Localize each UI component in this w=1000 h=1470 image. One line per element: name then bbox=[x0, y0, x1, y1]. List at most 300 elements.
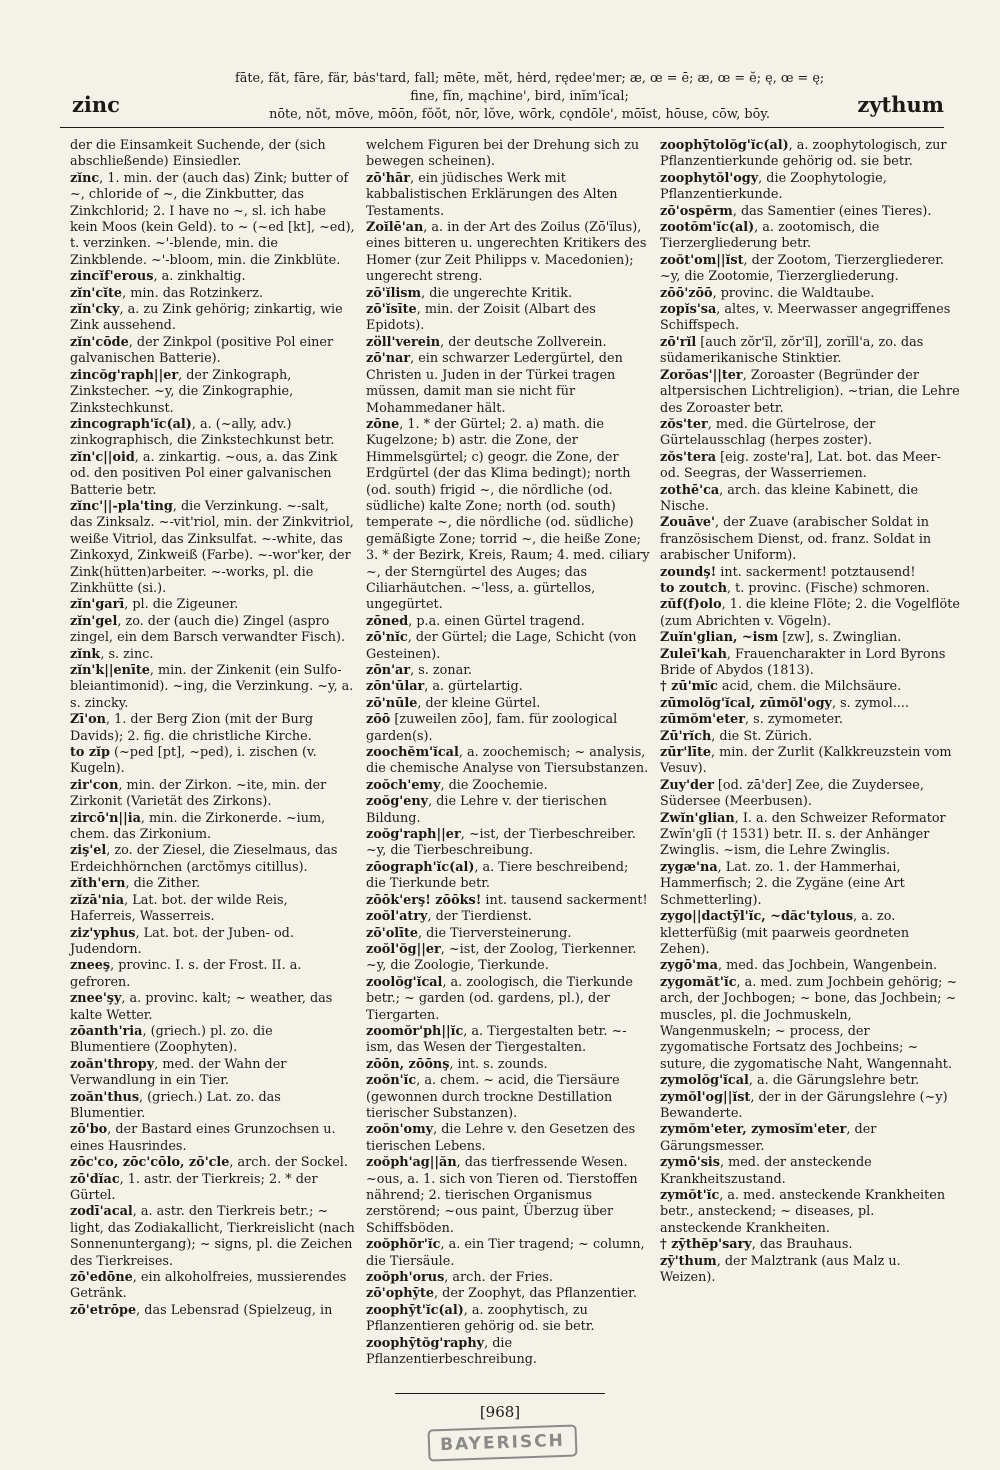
dictionary-entry bbox=[366, 893, 651, 909]
entry-definition: , der in der Gärungslehre (~y) Bewanderte. bbox=[660, 1089, 948, 1121]
entry-definition: , a. zo. kletterfüßig (mit paarweis geordneten Zehen). bbox=[660, 909, 910, 957]
entry-definition: [zw], s. Zwinglian. bbox=[778, 630, 902, 646]
dictionary-entry bbox=[660, 253, 960, 286]
entry-definition: , a. zinkartig. ~ous, a. das Zink od. den positiven Pol einer galvanischen Batterie betr. bbox=[70, 449, 338, 498]
dictionary-entry bbox=[660, 811, 960, 860]
headword: zincograph'ĭc(al) bbox=[70, 416, 192, 432]
entry-definition: , min. der Zirkon. ~ite, min. der Zirkonit (Varietät des Zirkons). bbox=[70, 777, 327, 810]
dictionary-entry bbox=[660, 958, 960, 974]
dictionary-entry bbox=[366, 335, 651, 351]
headword: ziş'el bbox=[70, 843, 107, 859]
dictionary-entry bbox=[660, 302, 960, 335]
dictionary-entry bbox=[366, 1237, 651, 1270]
entry-definition: , (griech.) Lat. zo. das Blumentier. bbox=[70, 1089, 281, 1121]
dictionary-entry bbox=[366, 1303, 651, 1336]
dictionary-entry bbox=[660, 597, 960, 630]
dictionary-entry bbox=[70, 335, 355, 368]
headword: Zuy'der bbox=[660, 777, 714, 793]
entry-definition: , der Zinkpol (positive Pol einer galvanischen Batterie). bbox=[70, 334, 334, 367]
entry-definition: , die Verzinkung. ~-salt, das Zinksalz. ~-vit'riol, min. der Zinkvitriol, weiße Vitriol, das Zinksulfat. ~-white, das Zinkoxyd, Zinkweiß (Farbe). ~-wor'ker, der Zink(hütten)arbeiter. ~-works, pl. die Zinkhütte (si.). bbox=[70, 498, 354, 596]
headword: zoŏn'omy bbox=[366, 1122, 434, 1138]
headword: zircō'n||ia bbox=[70, 810, 141, 826]
headword: zō'dĭac bbox=[70, 1171, 120, 1187]
headword: Zuĭn'glian, ~ism bbox=[660, 630, 779, 646]
headword: zoŏg'eny bbox=[366, 794, 429, 810]
entry-definition: , ~ist, der Tierbeschreiber. ~y, die Tierbeschreibung. bbox=[366, 827, 636, 859]
entry-definition: , die ungerechte Kritik. bbox=[421, 285, 573, 301]
guide-word-right: zythum bbox=[857, 92, 944, 117]
headword: zĭn'cōde bbox=[70, 334, 129, 350]
dictionary-entry bbox=[366, 1155, 651, 1237]
entry-definition: , a. astr. den Tierkreis betr.; ~ light, das Zodiakallicht, Tierkreislicht (nach Sonnenuntergang); ~ signs, pl. die Zeichen des Tierkreises. bbox=[70, 1204, 355, 1269]
headword: zō'ospĕrm bbox=[660, 203, 733, 219]
entry-definition: , das Brauhaus. bbox=[751, 1237, 853, 1253]
entry-continuation bbox=[366, 138, 651, 171]
dictionary-entry bbox=[660, 630, 960, 646]
entry-definition: , die Zoochemie. bbox=[440, 777, 548, 793]
entry-definition: int. tausend sackerment! bbox=[481, 892, 648, 908]
entry-definition: , die Lehre v. der tierischen Bildung. bbox=[366, 794, 607, 826]
entry-definition: , 1. astr. der Tierkreis; 2. * der Gürtel. bbox=[70, 1171, 318, 1203]
entry-definition: , das tierfressende Wesen. ~ous, a. 1. sich von Tieren od. Tierstoffen nährend; 2. tierischen Organismus zerstörend; ~ous paint, Überzug über Schiffsböden. bbox=[366, 1155, 638, 1236]
dictionary-entry bbox=[70, 1155, 355, 1171]
entry-definition: , 1. * der Gürtel; 2. a) math. die Kugelzone; b) astr. die Zone, der Himmelsgürtel; c) geogr. die Zone, der Erdgürtel (der das Klima bedingt); north (od. south) frigid ~, die nördliche (od. südliche) kalte Zone; north (od. south) temperate ~, die nördliche (od. südliche) gemäßigte Zone; torrid ~, die heiße Zone; 3. * der Bezirk, Kreis, Raum; 4. med. ciliary ~, der Sterngürtel des Auges; das Ciliarhäutchen. ~'less, a. gürtellos, ungegürtet. bbox=[366, 416, 650, 613]
entry-definition: , a. chem. ~ acid, die Tiersäure (gewonnen durch trockne Destillation tierischer Substanzen). bbox=[366, 1073, 620, 1121]
dictionary-entry bbox=[660, 565, 960, 581]
headword: zĭn'cĭte bbox=[70, 285, 123, 301]
entry-definition: , min. die Zirkonerde. ~ium, chem. das Zirkonium. bbox=[70, 810, 326, 843]
header-rule bbox=[60, 127, 944, 128]
entry-definition: , der Zuave (arabischer Soldat in französischem Dienst, od. franz. Soldat in arabischer Uniform). bbox=[660, 515, 932, 564]
dictionary-entry bbox=[70, 1172, 355, 1205]
headword: zoŏg'raph||er bbox=[366, 827, 461, 843]
headword: to zoutch bbox=[660, 580, 728, 596]
entry-definition: , Frauencharakter in Lord Byrons Bride of Abydos (1813). bbox=[660, 646, 946, 678]
dictionary-entry bbox=[366, 663, 651, 679]
headword: zĭn'gel bbox=[70, 613, 118, 629]
headword: zoophȳtŏg'raphy bbox=[366, 1335, 485, 1351]
headword: Zwĭn'glian bbox=[660, 810, 735, 826]
headword: zoăn'thropy bbox=[70, 1056, 155, 1072]
headword: zĭth'ern bbox=[70, 876, 126, 892]
entry-definition: , a. zoophytologisch, zur Pflanzentierkunde gehörig od. sie betr. bbox=[660, 138, 947, 170]
dictionary-entry bbox=[366, 712, 651, 745]
headword: zōn'ūlar bbox=[366, 679, 425, 695]
entry-definition: , arch. das kleine Kabinett, die Nische. bbox=[660, 482, 919, 514]
headword: zoŏt'om||ĭst bbox=[660, 252, 744, 268]
dictionary-entry bbox=[70, 663, 355, 712]
headword: zō'ĭsīte bbox=[366, 302, 417, 318]
headword: zō'nar bbox=[366, 351, 411, 367]
headword: zō'etrōpe bbox=[70, 1302, 137, 1318]
dictionary-entry bbox=[660, 450, 960, 483]
entry-definition: , a. zinkhaltig. bbox=[153, 269, 246, 285]
headword: zōanth'ria bbox=[70, 1023, 143, 1039]
dictionary-entry bbox=[70, 712, 355, 745]
entry-definition: , a. Tiere beschreibend; die Tierkunde betr. bbox=[366, 859, 629, 892]
entry-definition: , med. der ansteckende Krankheitszustand. bbox=[660, 1155, 872, 1187]
headword: zōn'ar bbox=[366, 663, 411, 678]
dictionary-entry bbox=[660, 1188, 960, 1237]
dictionary-entry bbox=[660, 483, 960, 516]
dictionary-entry bbox=[366, 975, 651, 1024]
entry-definition: , min. das Rotzinkerz. bbox=[122, 285, 264, 301]
pronunciation-key bbox=[235, 70, 825, 124]
entry-definition: , Lat. zo. 1. der Hammerhai, Hammerfisch; 2. die Zygäne (eine Art Schmetterling). bbox=[660, 859, 905, 908]
headword: zō'nĭc bbox=[366, 630, 408, 646]
headword: zymolŏg'ĭcal bbox=[660, 1073, 749, 1089]
dictionary-entry bbox=[660, 712, 960, 728]
entry-definition: , a. zu Zink gehörig; zinkartig, wie Zink aussehend. bbox=[70, 302, 343, 334]
dictionary-entry bbox=[70, 1057, 355, 1090]
dictionary-entry bbox=[660, 515, 960, 564]
entry-definition: , Lat. bot. der Juben- od. Judendorn. bbox=[70, 925, 294, 957]
headword: zymŏl'og||ĭst bbox=[660, 1089, 751, 1105]
dictionary-entry bbox=[366, 745, 651, 778]
dictionary-entry bbox=[366, 1336, 651, 1369]
dictionary-entry bbox=[660, 1155, 960, 1188]
headword: Zuleī'kah bbox=[660, 646, 727, 662]
column-1 bbox=[70, 138, 355, 1319]
headword: zŏs'ter bbox=[660, 416, 708, 432]
dictionary-entry bbox=[660, 860, 960, 909]
headword: zȳ'thum bbox=[660, 1253, 717, 1269]
entry-definition: [od. zā'der] Zee, die Zuydersee, Südersee (Meerbusen). bbox=[660, 777, 924, 810]
dictionary-entry bbox=[660, 1122, 960, 1155]
dictionary-entry bbox=[366, 1122, 651, 1155]
dictionary-entry bbox=[366, 926, 651, 942]
entry-definition: , zo. der Ziesel, die Zieselmaus, das Erdeichhörnchen (arctŏmys citillus). bbox=[70, 843, 338, 875]
dictionary-entry bbox=[70, 171, 355, 269]
headword: zūmolŏg'ĭcal, zūmŏl'ogy bbox=[660, 695, 832, 711]
headword: zoophȳtolŏg'ĭc(al) bbox=[660, 138, 789, 153]
headword: zōograph'ĭc(al) bbox=[366, 859, 475, 875]
entry-definition: , a. provinc. kalt; ~ weather, das kalte Wetter. bbox=[70, 991, 333, 1023]
dictionary-entry bbox=[70, 368, 355, 417]
entry-definition: , die Zither. bbox=[125, 876, 201, 892]
dictionary-entry bbox=[660, 679, 960, 695]
dictionary-entry bbox=[70, 647, 355, 663]
headword: † zȳthĕp'sary bbox=[660, 1237, 752, 1253]
entry-definition: , a. die Gärungslehre betr. bbox=[748, 1073, 920, 1089]
dictionary-entry bbox=[70, 302, 355, 335]
guide-word-left: zinc bbox=[72, 92, 120, 117]
headword: to zĭp bbox=[70, 745, 110, 761]
headword: zūr'līte bbox=[660, 745, 712, 761]
entry-definition: , Lat. bot. der wilde Reis, Haferreis, Wasserreis. bbox=[70, 892, 288, 925]
headword: zoomŏr'ph||ĭc bbox=[366, 1023, 464, 1039]
entry-definition: , a. med. zum Jochbein gehörig; ~ arch, der Jochbogen; ~ bone, das Jochbein; ~ muscles, pl. die Jochmuskeln, Wangenmuskeln; ~ process, der zygomatische Fortsatz des Jochbeins; ~ suture, die zygomatische Naht, Wangennaht. bbox=[660, 974, 958, 1072]
entry-definition: , das Lebensrad (Spielzeug, in bbox=[136, 1302, 333, 1318]
dictionary-entry bbox=[366, 220, 651, 286]
dictionary-entry bbox=[366, 696, 651, 712]
dictionary-entry bbox=[70, 893, 355, 926]
dictionary-entry bbox=[660, 696, 960, 712]
entry-definition: , I. a. den Schweizer Reformator Zwĭn'glī († 1531) betr. II. s. der Anhänger Zwinglis. ~ism, die Lehre Zwinglis. bbox=[660, 810, 946, 859]
dictionary-entry bbox=[366, 417, 651, 614]
headword: Zorŏas'||ter bbox=[660, 367, 743, 383]
headword: zĭn'cky bbox=[70, 302, 120, 318]
entry-definition: , a. zootomisch, die Tierzergliederung betr. bbox=[660, 220, 880, 252]
pronunciation-key-line: fāte, făt, fāre, fär, bȧs'tard, fall; mēte, mĕt, hėrd, rędee'mer; æ, œ = ē; æ, œ = ĕ; ę, œ = ę; bbox=[235, 71, 825, 86]
dictionary-entry bbox=[70, 269, 355, 285]
headword: zymō'sis bbox=[660, 1155, 720, 1171]
headword: zoŏl'ŏg||er bbox=[366, 941, 441, 957]
entry-definition: , der Zootom, Tierzergliederer. ~y, die Zootomie, Tierzergliederung. bbox=[660, 252, 944, 285]
headword: zootŏm'ĭc(al) bbox=[660, 220, 755, 236]
headword: zō'olīte bbox=[366, 925, 419, 941]
headword: Zū'rĭch bbox=[660, 728, 712, 744]
dictionary-entry bbox=[366, 909, 651, 925]
dictionary-entry bbox=[660, 220, 960, 253]
entry-definition: [eig. zoste'ra], Lat. bot. das Meer- od. Seegras, der Wasserriemen. bbox=[660, 449, 941, 482]
dictionary-entry bbox=[660, 1073, 960, 1089]
dictionary-entry bbox=[70, 1122, 355, 1155]
dictionary-entry bbox=[70, 811, 355, 844]
headword: zoŏch'emy bbox=[366, 777, 441, 793]
dictionary-entry bbox=[366, 679, 651, 695]
dictionary-entry bbox=[366, 630, 651, 663]
entry-definition: , a. zoochemisch; ~ analysis, die chemische Analyse von Tiersubstanzen. bbox=[366, 745, 649, 777]
entry-definition: , a. med. ansteckende Krankheiten betr., ansteckend; ~ diseases, pl. ansteckende Krankheiten. bbox=[660, 1188, 946, 1236]
entry-definition: , der Zoophyt, das Pflanzentier. bbox=[434, 1286, 637, 1302]
dictionary-entry bbox=[70, 1024, 355, 1057]
headword: zoophytŏl'ogy bbox=[660, 170, 759, 186]
dictionary-entry bbox=[70, 926, 355, 959]
headword: zincŏg'raph||er bbox=[70, 367, 179, 383]
headword: zō'bo bbox=[70, 1122, 108, 1138]
entry-definition: int. sackerment! potztausend! bbox=[716, 564, 916, 580]
headword: zūmŏm'eter bbox=[660, 712, 746, 728]
dictionary-entry bbox=[660, 368, 960, 417]
footer-rule bbox=[395, 1393, 605, 1394]
entry-definition: acid, chem. die Milchsäure. bbox=[717, 679, 902, 695]
entry-definition: , int. s. zounds. bbox=[449, 1056, 548, 1072]
entry-definition: , pl. die Zigeuner. bbox=[124, 597, 239, 613]
headword: ziz'yphus bbox=[70, 925, 136, 941]
entry-definition: , a. Tiergestalten betr. ~-ism, das Wesen der Tiergestalten. bbox=[366, 1023, 627, 1056]
dictionary-entry bbox=[70, 1303, 355, 1319]
dictionary-entry bbox=[70, 286, 355, 302]
headword: zygæ'na bbox=[660, 859, 718, 875]
headword: zĭnk bbox=[70, 646, 101, 662]
entry-definition: , 1. min. der (auch das) Zink; butter of ~, chloride of ~, die Zinkbutter, das Zinkchlorid; 2. I have no ~, sl. ich habe kein Moos (kein Geld). to ~ (~ed [kt], ~ed), t. verzinken. ~'-blende, min. die Zinkblende. ~'-bloom, min. die Zinkblüte. bbox=[70, 170, 355, 268]
entry-continuation bbox=[70, 138, 355, 171]
entry-definition: , a. in der Art des Zoilus (Zō'ĭlus), eines bitteren u. ungerechten Kritikers des Homer (zur Zeit Philipps v. Macedonien); ungerecht streng. bbox=[366, 220, 647, 285]
entry-definition: , a. zoologisch, die Tierkunde betr.; ~ garden (od. gardens, pl.), der Tiergarten. bbox=[366, 974, 633, 1023]
dictionary-entry bbox=[366, 827, 651, 860]
entry-definition: , die Tierversteinerung. bbox=[418, 925, 572, 941]
entry-definition: , 1. die kleine Flöte; 2. die Vogelflöte (zum Abrichten v. Vögeln). bbox=[660, 597, 960, 629]
entry-definition: , a. (~ally, adv.) zinkographisch, die Zinkstechkunst betr. bbox=[70, 416, 335, 449]
entry-definition: , der deutsche Zollverein. bbox=[440, 334, 607, 350]
entry-definition: , altes, v. Meerwasser angegriffenes Schiffspech. bbox=[660, 302, 951, 334]
entry-definition: , der Bastard eines Grunzochsen u. eines Hausrindes. bbox=[70, 1122, 336, 1154]
entry-definition: , p.a. einen Gürtel tragend. bbox=[408, 613, 585, 629]
headword: zō'nūle bbox=[366, 695, 418, 711]
dictionary-columns bbox=[70, 138, 960, 1373]
dictionary-entry bbox=[366, 778, 651, 794]
entry-definition: , min. der Zoisit (Albart des Epidots). bbox=[366, 302, 596, 334]
library-stamp: BAYERISCH bbox=[427, 1424, 577, 1461]
entry-definition: , s. zymometer. bbox=[745, 712, 843, 728]
dictionary-entry bbox=[70, 1090, 355, 1123]
entry-definition: , zo. der (auch die) Zingel (aspro zingel, ein dem Barsch verwandter Fisch). bbox=[70, 613, 346, 646]
entry-definition: , s. zinc. bbox=[100, 646, 154, 662]
entry-definition: , a. ein Tier tragend; ~ column, die Tiersäule. bbox=[366, 1237, 645, 1269]
headword: zĭzā'nia bbox=[70, 892, 125, 908]
entry-definition: , min. der Zinkenit (ein Sulfo-bleiantimonid). ~ing, die Verzinkung. ~y, a. s. zincky. bbox=[70, 663, 354, 711]
headword: zŭf(f)olo bbox=[660, 597, 722, 613]
headword: zĭnc'||-pla'ting bbox=[70, 498, 173, 514]
dictionary-entry bbox=[366, 794, 651, 827]
headword: zodī'acal bbox=[70, 1204, 133, 1220]
dictionary-entry bbox=[660, 1237, 960, 1253]
entry-definition: welchem Figuren bei der Drehung sich zu bewegen scheinen). bbox=[366, 138, 640, 170]
headword: zoolŏg'ĭcal bbox=[366, 974, 443, 990]
dictionary-entry bbox=[70, 778, 355, 811]
dictionary-entry bbox=[70, 614, 355, 647]
entry-definition: (~ped [pt], ~ped), i. zischen (v. Kugeln). bbox=[70, 745, 317, 777]
dictionary-entry bbox=[70, 1204, 355, 1270]
dictionary-entry bbox=[70, 991, 355, 1024]
dictionary-entry bbox=[660, 778, 960, 811]
dictionary-entry bbox=[660, 286, 960, 302]
headword: zoŏl'atry bbox=[366, 909, 428, 925]
entry-definition: , der Gärungsmesser. bbox=[660, 1122, 877, 1154]
dictionary-entry bbox=[660, 729, 960, 745]
column-3 bbox=[660, 138, 960, 1286]
entry-definition: , der Tierdienst. bbox=[427, 909, 532, 925]
headword: zō'rĭl bbox=[660, 334, 697, 350]
headword: Zoĭlē'an bbox=[366, 220, 424, 236]
dictionary-entry bbox=[70, 1270, 355, 1303]
pronunciation-key-line: fine, fĭn, mąchine', bird, inĭm'ĭcal; bbox=[410, 89, 629, 104]
dictionary-entry bbox=[660, 204, 960, 220]
headword: Zouāve' bbox=[660, 515, 715, 531]
dictionary-entry bbox=[366, 1057, 651, 1073]
entry-definition: , ein schwarzer Ledergürtel, den Christen u. Juden in der Türkei tragen müssen, damit man sie nicht für Mohammedaner hält. bbox=[366, 351, 623, 416]
dictionary-entry bbox=[660, 909, 960, 958]
headword: zoundş! bbox=[660, 564, 717, 580]
dictionary-entry bbox=[70, 843, 355, 876]
dictionary-entry bbox=[366, 860, 651, 893]
dictionary-entry bbox=[366, 1073, 651, 1122]
dictionary-entry bbox=[660, 647, 960, 680]
headword: zygō'ma bbox=[660, 958, 718, 974]
entry-definition: , die St. Zürich. bbox=[711, 728, 813, 744]
headword: zōō'zōō bbox=[660, 285, 713, 301]
headword: zoăn'thus bbox=[70, 1089, 140, 1105]
dictionary-entry bbox=[366, 1024, 651, 1057]
dictionary-entry bbox=[366, 1270, 651, 1286]
dictionary-entry bbox=[660, 1090, 960, 1123]
headword: zōned bbox=[366, 613, 409, 629]
entry-definition: , provinc. die Waldtaube. bbox=[712, 285, 875, 301]
entry-definition: , med. der Wahn der Verwandlung in ein Tier. bbox=[70, 1056, 287, 1089]
page-number: [968] bbox=[479, 1403, 521, 1421]
headword: zĭn'garī bbox=[70, 597, 125, 613]
dictionary-entry bbox=[366, 171, 651, 220]
entry-definition: , s. zonar. bbox=[410, 663, 472, 678]
entry-definition: , ein jüdisches Werk mit kabbalistischen Erklärungen des Alten Testaments. bbox=[366, 170, 618, 219]
entry-definition: , das Samentier (eines Tieres). bbox=[732, 203, 932, 219]
entry-definition: , die Lehre v. den Gesetzen des tierischen Lebens. bbox=[366, 1122, 636, 1154]
headword: zoŏn'ĭc bbox=[366, 1073, 417, 1089]
headword: znee'şy bbox=[70, 991, 122, 1007]
dictionary-entry bbox=[70, 597, 355, 613]
headword: zir'con bbox=[70, 777, 119, 793]
entry-definition: , a. gürtelartig. bbox=[424, 679, 523, 695]
entry-definition: , (griech.) pl. zo. die Blumentiere (Zoophyten). bbox=[70, 1023, 273, 1056]
entry-definition: , der kleine Gürtel. bbox=[417, 695, 541, 711]
headword: † zū'mĭc bbox=[660, 679, 718, 695]
entry-definition: , t. provinc. (Fische) schmoren. bbox=[727, 580, 930, 596]
headword: zoophȳt'ĭc(al) bbox=[366, 1302, 464, 1318]
entry-definition: , provinc. I. s. der Frost. II. a. gefroren. bbox=[70, 958, 302, 990]
entry-definition: , ein alkoholfreies, mussierendes Getränk. bbox=[70, 1270, 347, 1302]
dictionary-entry bbox=[70, 745, 355, 778]
entry-definition: , a. zoophytisch, zu Pflanzentieren gehörig od. sie betr. bbox=[366, 1302, 595, 1335]
headword: zothē'ca bbox=[660, 482, 720, 498]
headword: zoochĕm'ĭcal bbox=[366, 745, 459, 761]
headword: zoŏph'ag||ăn bbox=[366, 1155, 457, 1171]
entry-definition: , 1. der Berg Zion (mit der Burg Davids); 2. fig. die christliche Kirche. bbox=[70, 712, 314, 744]
headword: zō'ĭlism bbox=[366, 285, 422, 301]
dictionary-entry bbox=[70, 876, 355, 892]
dictionary-entry bbox=[366, 942, 651, 975]
dictionary-entry bbox=[366, 614, 651, 630]
headword: zĭn'c||oid bbox=[70, 449, 135, 465]
dictionary-entry bbox=[660, 171, 960, 204]
dictionary-entry bbox=[366, 302, 651, 335]
column-2 bbox=[366, 138, 651, 1368]
headword: Zī'on bbox=[70, 712, 106, 728]
entry-definition: der die Einsamkeit Suchende, der (sich abschließende) Einsiedler. bbox=[70, 138, 326, 170]
headword: zōc'co, zōc'cōlo, zō'cle bbox=[70, 1155, 230, 1171]
entry-definition: , med. das Jochbein, Wangenbein. bbox=[717, 958, 938, 974]
entry-definition: , der Gürtel; die Lage, Schicht (von Gesteinen). bbox=[366, 630, 637, 662]
entry-definition: , ~ist, der Zoolog, Tierkenner. ~y, die Zoologie, Tierkunde. bbox=[366, 941, 637, 974]
pronunciation-key-line: nōte, nŏt, mōve, mōōn, fŏŏt, nōr, lŏve, wōrk, cǫndōle', mōīst, hōuse, cōw, bōy. bbox=[269, 107, 770, 122]
dictionary-entry bbox=[660, 138, 960, 171]
dictionary-entry bbox=[660, 581, 960, 597]
entry-definition: , arch. der Fries. bbox=[444, 1270, 553, 1286]
headword: zĭnc bbox=[70, 170, 100, 186]
headword: zōōk'erş! zōōks! bbox=[366, 892, 482, 908]
dictionary-entry bbox=[70, 417, 355, 450]
entry-definition: , die Zoophytologie, Pflanzentierkunde. bbox=[660, 170, 887, 203]
headword: zygomăt'ĭc bbox=[660, 974, 737, 990]
dictionary-entry bbox=[70, 958, 355, 991]
entry-definition: , der Zinkograph, Zinkstecher. ~y, die Zinkographie, Zinkstechkunst. bbox=[70, 367, 294, 416]
headword: zŏs'tera bbox=[660, 449, 717, 465]
headword: zō'ophȳte bbox=[366, 1286, 434, 1302]
page-header bbox=[60, 70, 944, 126]
entry-definition: [auch zŏr'ĭl, zŏr'ĭl], zorĭll'a, zo. das südamerikanische Stinktier. bbox=[660, 334, 924, 367]
headword: zopĭs'sa bbox=[660, 302, 717, 318]
entry-definition: , die Pflanzentierbeschreibung. bbox=[366, 1335, 537, 1368]
entry-definition: , s. zymol.... bbox=[831, 695, 909, 711]
dictionary-entry bbox=[366, 1286, 651, 1302]
entry-definition: , med. die Gürtelrose, der Gürtelausschlag (herpes zoster). bbox=[660, 416, 876, 449]
dictionary-entry bbox=[70, 499, 355, 597]
headword: zōne bbox=[366, 416, 400, 432]
headword: zöll'verein bbox=[366, 334, 441, 350]
headword: zōōn, zōōnş bbox=[366, 1056, 450, 1072]
entry-definition: , min. der Zurlit (Kalkkreuzstein vom Vesuv). bbox=[660, 745, 952, 777]
headword: zymŏm'eter, zymosĭm'eter bbox=[660, 1122, 847, 1138]
